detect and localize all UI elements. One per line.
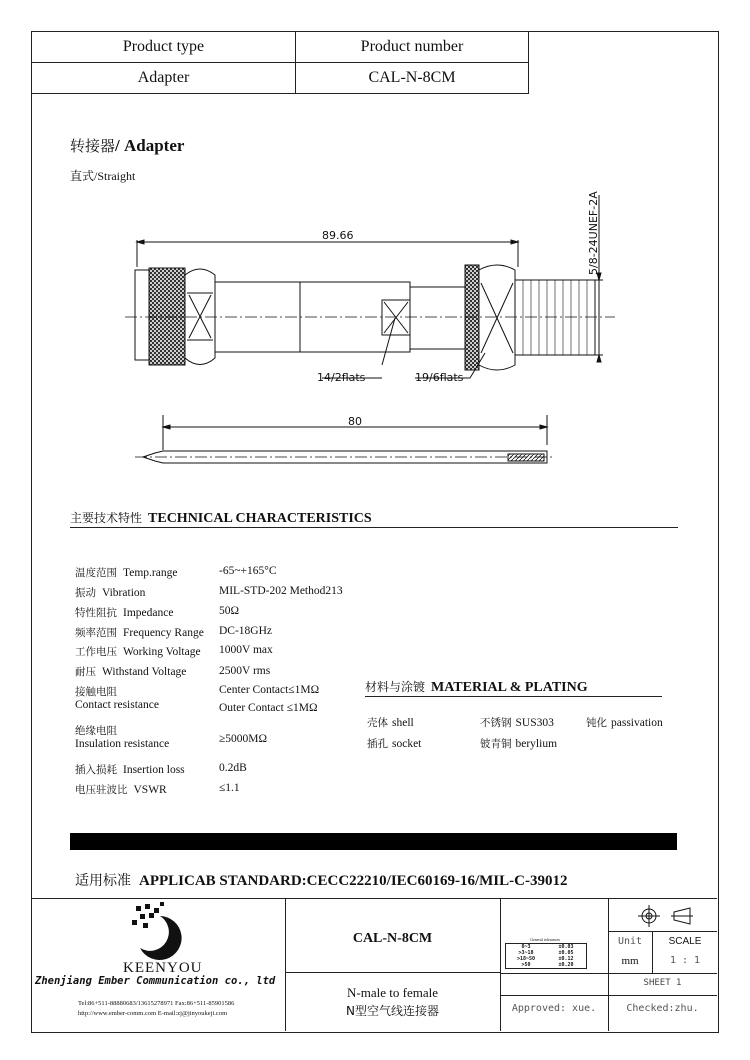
spec-label-cn: 特性阻抗	[75, 607, 117, 619]
material-shell	[367, 715, 414, 730]
tech-heading-en: TECHNICAL CHARACTERISTICS	[148, 511, 372, 526]
material-shell-material	[480, 715, 554, 730]
shell-plate-cn: 钝化	[586, 717, 607, 729]
tolerance-range: >50	[521, 962, 531, 968]
spec-row	[75, 723, 123, 738]
approved-by: Approved: xue.	[511, 1003, 597, 1014]
spec-row	[75, 644, 201, 659]
spec-label-cn: 插入损耗	[75, 764, 117, 776]
title-block-divider	[500, 995, 717, 996]
title-block-divider	[500, 973, 717, 974]
tolerance-value: ±0.05	[558, 950, 574, 956]
material-socket	[367, 736, 421, 751]
dim-overall-length: 89.66	[322, 229, 354, 242]
checked-by: Checked:zhu.	[626, 1003, 699, 1014]
spec-value: 1000V max	[219, 644, 273, 656]
spec-label-en: VSWR	[133, 784, 167, 796]
spec-label-cn: 耐压	[75, 666, 96, 678]
shell-en: shell	[392, 717, 414, 729]
title-en: / Adapter	[115, 136, 185, 155]
spec-label-cn: 振动	[75, 587, 96, 599]
spec-value: Center Contact≤1MΩ	[219, 684, 320, 696]
spec-value-2: Outer Contact ≤1MΩ	[219, 702, 318, 714]
shell-mat-cn: 不锈钢	[480, 717, 512, 729]
socket-en: socket	[392, 738, 422, 750]
tech-rule	[70, 527, 678, 528]
socket-mat-en: berylium	[515, 738, 558, 750]
title-block-desc-cn: N型空气线连接器	[346, 1004, 439, 1018]
tolerance-range: >3~18	[518, 950, 534, 956]
spec-label-cn: 温度范围	[75, 567, 117, 579]
spec-row	[75, 664, 186, 679]
spec-label-en: Working Voltage	[123, 646, 201, 658]
brand-name: KEENYOU	[123, 960, 203, 976]
spec-value: 0.2dB	[219, 762, 247, 774]
tech-heading	[70, 509, 372, 527]
product-type-value: Adapter	[32, 63, 296, 94]
product-number-label: Product number	[296, 32, 529, 63]
spec-row	[75, 585, 145, 600]
spec-row	[75, 762, 185, 777]
dim-flats-left: 14/2flats	[317, 371, 366, 384]
title-cn: 转接器	[70, 137, 116, 155]
title-block-desc-en: N-male to female	[347, 985, 438, 1000]
spec-row	[75, 625, 204, 640]
shell-mat-en: SUS303	[515, 717, 554, 729]
spec-label-en: Insulation resistance	[75, 738, 170, 750]
spec-label-cn: 频率范围	[75, 627, 117, 639]
material-heading-cn: 材料与涂镀	[365, 680, 426, 694]
product-type-label: Product type	[32, 32, 296, 63]
sheet-number: SHEET 1	[643, 978, 682, 988]
spec-label-en: Contact resistance	[75, 699, 159, 711]
keenyou-logo	[130, 902, 190, 964]
shell-cn: 壳体	[367, 717, 388, 729]
spec-row	[75, 684, 123, 699]
spec-label-en: Vibration	[102, 587, 146, 599]
tolerance-title: General tolerances	[530, 937, 560, 942]
spec-row	[75, 782, 167, 797]
spec-value: 2500V rms	[219, 665, 271, 677]
material-socket-material	[480, 736, 557, 751]
applicable-standard	[75, 870, 567, 890]
spec-value: MIL-STD-202 Method213	[219, 585, 343, 597]
spec-label-en: Temp.range	[123, 567, 178, 579]
spec-value: ≤1.1	[219, 782, 240, 794]
contact-web: http://www.ember-comm.com E-mail:zj@jinyoukeji.com	[78, 1010, 228, 1017]
shell-plate-en: passivation	[611, 717, 663, 729]
divider-bar	[70, 833, 677, 850]
unit-label: Unit	[617, 936, 643, 947]
tolerance-table	[505, 943, 587, 969]
subtitle: 直式/Straight	[70, 169, 136, 183]
spec-row	[75, 565, 177, 580]
title-block-part-no: CAL-N-8CM	[352, 931, 433, 946]
material-rule	[365, 696, 662, 697]
title-block-divider	[285, 972, 500, 973]
spec-label-en: Insertion loss	[123, 764, 185, 776]
page-title	[70, 135, 184, 156]
tolerance-range: >18~50	[516, 956, 536, 962]
spec-value: 50Ω	[219, 605, 240, 617]
title-block-divider	[608, 931, 717, 932]
material-shell-plating	[586, 715, 663, 730]
socket-cn: 插孔	[367, 738, 388, 750]
material-heading	[365, 678, 588, 696]
dim-thread: 5/8-24UNEF-2A	[587, 191, 600, 275]
spec-label-cn: 绝缘电阻	[75, 725, 117, 737]
spec-value: ≥5000MΩ	[219, 733, 268, 745]
unit-value: mm	[621, 955, 639, 967]
projection-symbol-icon	[638, 905, 693, 927]
tolerance-value: ±0.20	[558, 962, 574, 968]
product-number-value: CAL-N-8CM	[296, 63, 529, 94]
scale-label: SCALE	[668, 936, 702, 947]
title-block-top	[31, 898, 717, 899]
tech-heading-cn: 主要技术特性	[70, 511, 143, 525]
standard-cn: 适用标准	[75, 873, 131, 889]
tolerance-value: ±0.03	[558, 944, 574, 950]
scale-value: 1 : 1	[669, 955, 701, 966]
spec-label-cn: 接触电阻	[75, 686, 117, 698]
spec-label-en: Frequency Range	[123, 627, 204, 639]
spec-value: -65~+165°C	[219, 565, 277, 577]
spec-label-en: Impedance	[123, 607, 174, 619]
contact-phone: Tel:86+511-88880683/13615278971 Fax:86+511-85901586	[78, 1000, 235, 1007]
dim-flats-right: 19/6flats	[415, 371, 464, 384]
technical-drawing	[125, 175, 615, 475]
company-name: Zhenjiang Ember Communication co., ltd	[35, 975, 276, 987]
spec-row	[75, 605, 173, 620]
product-header-table	[31, 31, 529, 94]
spec-value: DC-18GHz	[219, 625, 273, 637]
standard-en: APPLICAB STANDARD:CECC22210/IEC60169-16/MIL-C-39012	[139, 873, 568, 889]
dim-pin-length: 80	[348, 415, 362, 428]
socket-mat-cn: 铍青铜	[480, 738, 512, 750]
spec-label-cn: 电压驻波比	[75, 784, 128, 796]
spec-label-cn: 工作电压	[75, 646, 117, 658]
tolerance-value: ±0.12	[558, 956, 574, 962]
spec-label-en: Withstand Voltage	[102, 666, 187, 678]
material-heading-en: MATERIAL & PLATING	[431, 680, 588, 695]
tolerance-range: 0~3	[521, 944, 531, 950]
